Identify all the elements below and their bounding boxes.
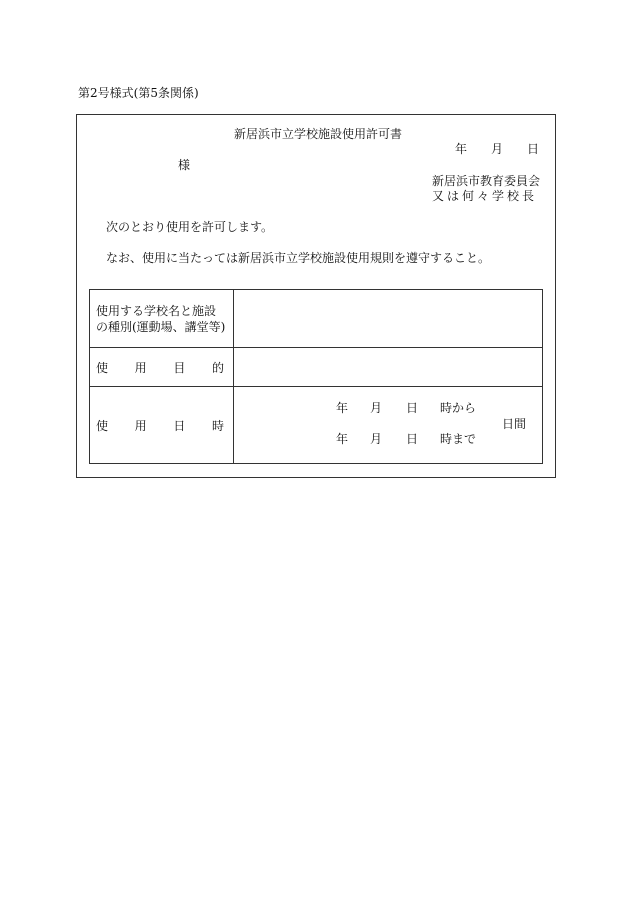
table-row: [90, 348, 543, 387]
table-row: [90, 387, 543, 464]
datetime-label-char: 日: [173, 418, 186, 433]
start-day-label: 日: [406, 401, 419, 415]
school-facility-value[interactable]: [234, 290, 543, 348]
issuer-school-principal: 又は何々学校長: [432, 189, 538, 203]
datetime-label-char: 用: [134, 418, 147, 433]
permission-statement: 次のとおり使用を許可します。: [106, 220, 274, 234]
duration-days-label: 日間: [502, 417, 527, 431]
usage-details-table: [89, 289, 543, 464]
datetime-value[interactable]: [234, 387, 543, 464]
school-facility-label: [90, 290, 234, 348]
end-month-label: 月: [370, 432, 383, 446]
school-facility-label-line2: の種別(運動場、講堂等): [96, 319, 226, 334]
compliance-statement: なお、使用に当たっては新居浜市立学校施設使用規則を遵守すること。: [106, 251, 491, 265]
start-month-label: 月: [370, 401, 383, 415]
datetime-label-char: 使: [96, 418, 109, 433]
datetime-label-char: 時: [211, 418, 224, 433]
date-year-label: 年: [455, 142, 468, 156]
addressee-suffix: 様: [178, 158, 191, 172]
datetime-label: [90, 387, 234, 464]
purpose-label-char: 使: [96, 360, 109, 375]
start-year-label: 年: [336, 401, 349, 415]
purpose-label: [90, 348, 234, 387]
school-facility-label-line1: 使用する学校名と施設: [96, 303, 217, 318]
purpose-label-char: 用: [134, 360, 147, 375]
end-year-label: 年: [336, 432, 349, 446]
purpose-value[interactable]: [234, 348, 543, 387]
end-day-label: 日: [406, 432, 419, 446]
date-day-label: 日: [527, 142, 540, 156]
end-hour-label: 時まで: [440, 432, 477, 446]
date-month-label: 月: [491, 142, 504, 156]
issuer-board-of-education: 新居浜市教育委員会: [432, 174, 541, 188]
table-row: [90, 290, 543, 348]
form-number-label: 第2号様式(第5条関係): [78, 86, 199, 100]
start-hour-label: 時から: [440, 401, 477, 415]
purpose-label-char: 的: [211, 360, 224, 375]
purpose-label-char: 目: [173, 360, 186, 375]
document-title: 新居浜市立学校施設使用許可書: [234, 127, 403, 141]
